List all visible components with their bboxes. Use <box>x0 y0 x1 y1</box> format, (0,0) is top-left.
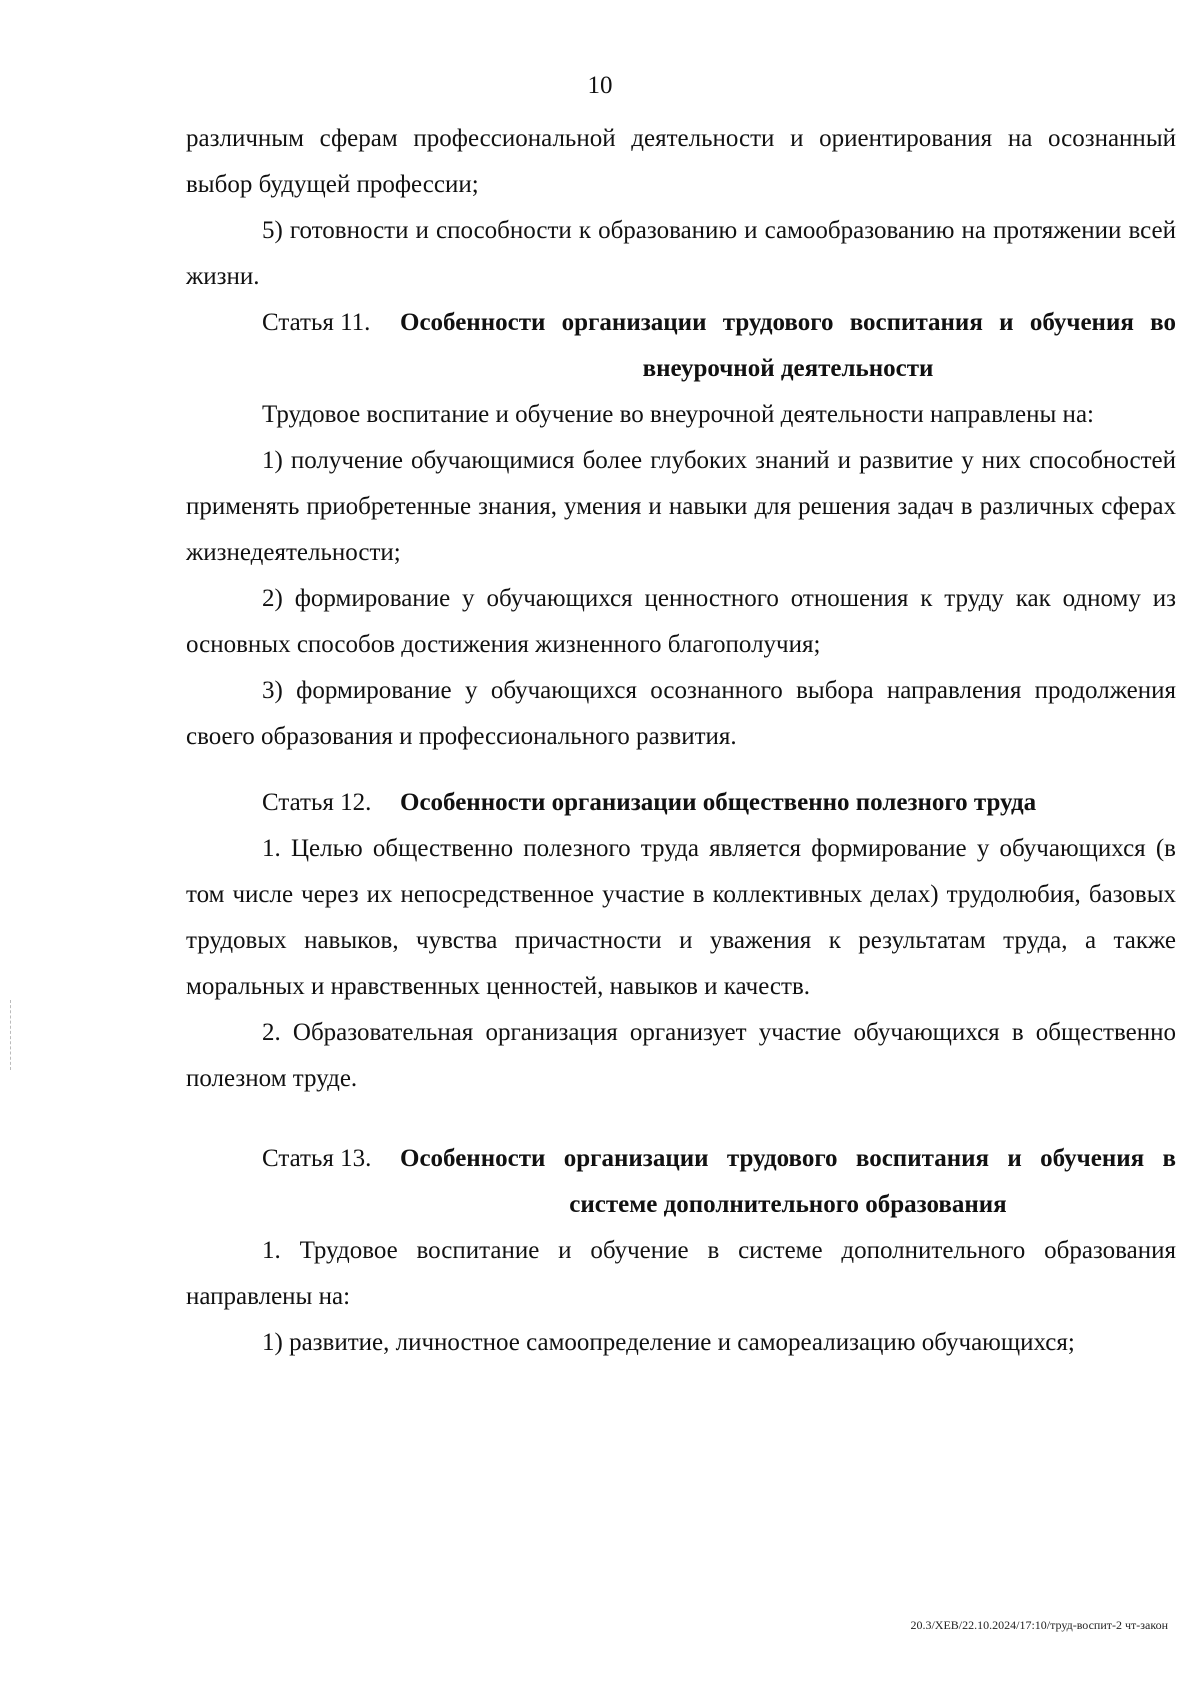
document-body <box>186 116 1176 1366</box>
article-13-heading <box>186 1136 1176 1228</box>
paragraph-continued: различным сферам профессиональной деятельности и ориентирования на осознанный выбор будущей профессии; <box>186 125 1176 198</box>
article-13-label: Статья 13. <box>262 1145 372 1172</box>
paragraph-item-5: 5) готовности и способности к образованию и самообразованию на протяжении всей жизни. <box>186 217 1176 290</box>
article-11-heading <box>186 300 1176 392</box>
page-number: 10 <box>587 72 613 99</box>
article-12-item-1: 1. Целью общественно полезного труда является формирование у обучающихся (в том числе через их непосредственное участие в коллективных делах) трудолюбия, базовых трудовых навыков, чувства причастности и уважения к результатам труда, а также моральных и нравственных ценностей, навыков и качеств. <box>186 835 1176 1000</box>
article-11-item-2: 2) формирование у обучающихся ценностного отношения к труду как одному из основных способов достижения жизненного благополучия; <box>186 585 1176 658</box>
article-13-item-1: 1. Трудовое воспитание и обучение в системе дополнительного образования направлены на: <box>186 1237 1176 1310</box>
article-12-label: Статья 12. <box>262 789 372 816</box>
document-footer-code: 20.3/XEB/22.10.2024/17:10/труд-воспит-2 чт-закон <box>910 1618 1168 1632</box>
article-13-title: Особенности организации трудового воспитания и обучения в системе дополнительного образования <box>400 1145 1176 1218</box>
article-12-title: Особенности организации общественно полезного труда <box>400 789 1037 816</box>
article-11-item-3: 3) формирование у обучающихся осознанного выбора направления продолжения своего образования и профессионального развития. <box>186 677 1176 750</box>
article-11-intro: Трудовое воспитание и обучение во внеурочной деятельности направлены на: <box>262 401 1094 428</box>
article-13-subitem-1: 1) развитие, личностное самоопределение и самореализацию обучающихся; <box>262 1329 1075 1356</box>
margin-scan-mark <box>10 1000 12 1070</box>
article-11-label: Статья 11. <box>262 309 371 336</box>
article-12-item-2: 2. Образовательная организация организует участие обучающихся в общественно полезном труде. <box>186 1019 1176 1092</box>
article-12-heading <box>186 780 1176 826</box>
article-11-item-1: 1) получение обучающимися более глубоких знаний и развитие у них способностей применять приобретенные знания, умения и навыки для решения задач в различных сферах жизнедеятельности; <box>186 447 1176 566</box>
article-11-title: Особенности организации трудового воспитания и обучения во внеурочной деятельности <box>400 309 1176 382</box>
